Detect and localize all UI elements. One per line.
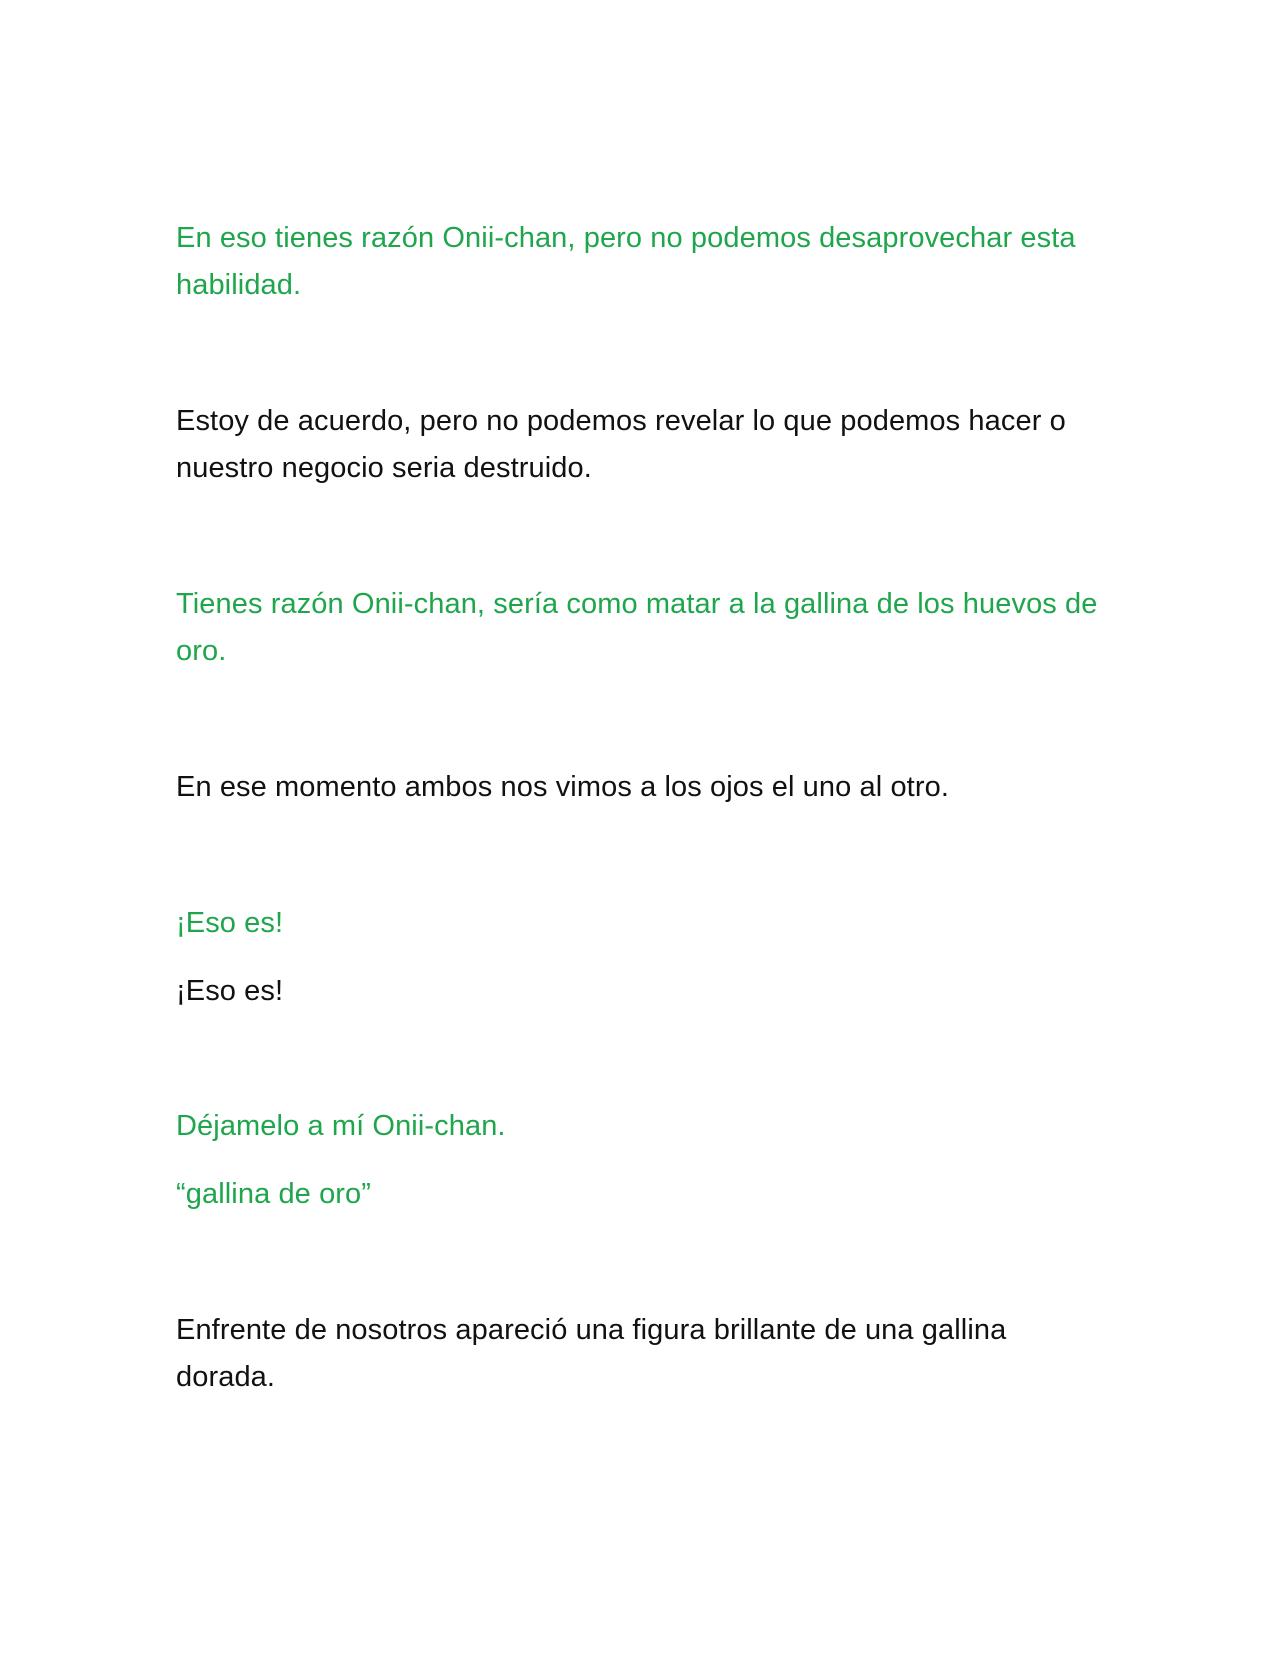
dialogue-paragraph: Déjamelo a mí Onii-chan. bbox=[176, 1110, 506, 1142]
exclamation-line: ¡Eso es! bbox=[176, 907, 284, 939]
exclamation-line: ¡Eso es! bbox=[176, 975, 284, 1007]
quoted-phrase: “gallina de oro” bbox=[176, 1178, 372, 1210]
dialogue-paragraph: Estoy de acuerdo, pero no podemos revelar lo que podemos hacer o nuestro negocio seria destruido. bbox=[176, 405, 1066, 484]
dialogue-paragraph: Tienes razón Onii-chan, sería como matar a la gallina de los huevos de oro. bbox=[176, 588, 1098, 667]
narration-paragraph: En ese momento ambos nos vimos a los ojos el uno al otro. bbox=[176, 771, 949, 803]
narration-paragraph: Enfrente de nosotros apareció una figura brillante de una gallina dorada. bbox=[176, 1314, 1007, 1393]
dialogue-paragraph: En eso tienes razón Onii-chan, pero no podemos desaprovechar esta habilidad. bbox=[176, 222, 1076, 301]
